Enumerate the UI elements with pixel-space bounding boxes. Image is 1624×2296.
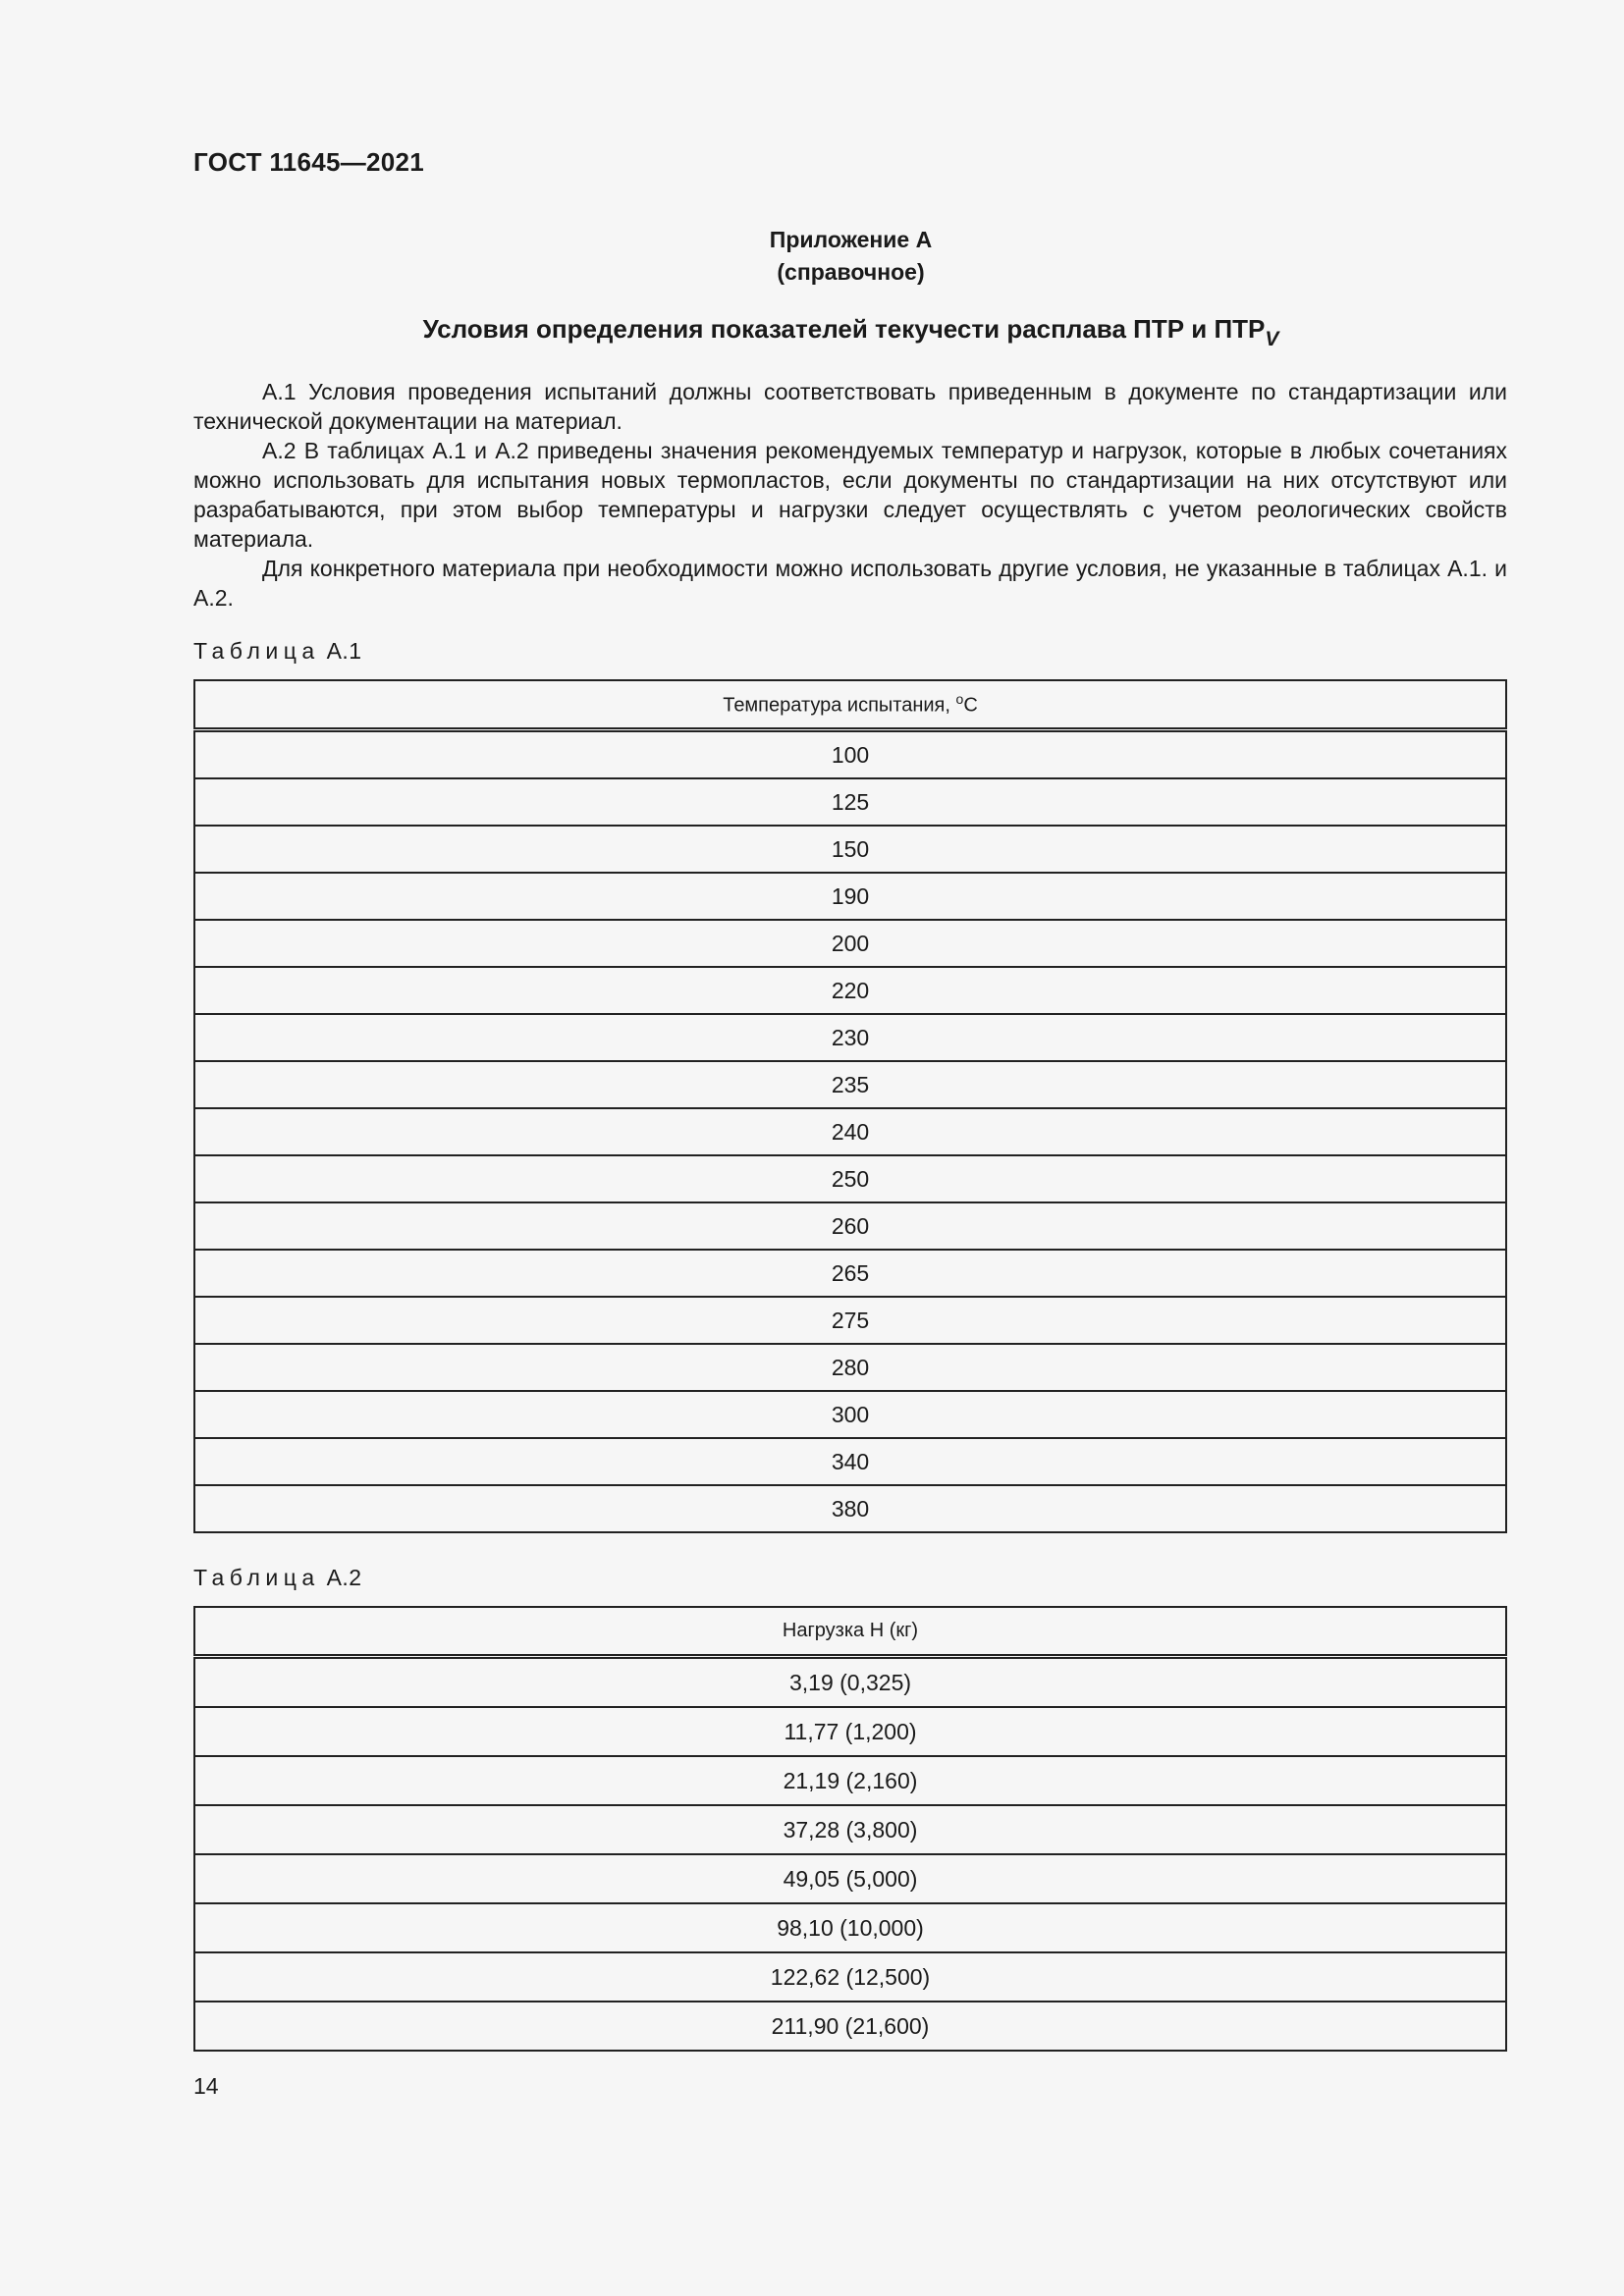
table-cell: 380 — [194, 1485, 1506, 1532]
table-cell: 211,90 (21,600) — [194, 2002, 1506, 2051]
section-title-subscript: V — [1265, 328, 1279, 350]
table-row — [194, 1805, 1506, 1854]
table-cell: 300 — [194, 1391, 1506, 1438]
table-row — [194, 1202, 1506, 1250]
table-a1-caption-number: А.1 — [326, 638, 362, 664]
section-title-text: Условия определения показателей текучести расплава ПТР и ПТР — [422, 314, 1266, 344]
annex-title: Приложение А — [769, 227, 933, 252]
table-a2-caption-word: Таблица — [193, 1565, 320, 1590]
table-a1-caption-word: Таблица — [193, 638, 320, 664]
page-number: 14 — [193, 2073, 219, 2099]
table-cell: 150 — [194, 826, 1506, 873]
table-a2-caption — [193, 1565, 362, 1591]
table-a2-body — [194, 1657, 1506, 2052]
annex-heading — [0, 224, 1624, 289]
table-cell: 275 — [194, 1297, 1506, 1344]
table-row — [194, 1061, 1506, 1108]
table-a2 — [193, 1606, 1507, 2052]
table-row — [194, 778, 1506, 826]
table-cell: 98,10 (10,000) — [194, 1903, 1506, 1952]
table-row — [194, 730, 1506, 779]
table-row — [194, 1485, 1506, 1532]
table-row — [194, 1903, 1506, 1952]
table-cell: 235 — [194, 1061, 1506, 1108]
table-cell: 200 — [194, 920, 1506, 967]
paragraph-a2: А.2 В таблицах А.1 и А.2 приведены значения рекомендуемых температур и нагрузок, которые в любых сочетаниях можно использовать для испытания новых термопластов, если документы по стандартизации на них отсутствуют или разрабатываются, при этом выбор температуры и нагрузки следует осуществлять с учетом реологических свойств материала. — [193, 438, 1507, 552]
table-row — [194, 873, 1506, 920]
table-row — [194, 2002, 1506, 2051]
table-row — [194, 1438, 1506, 1485]
table-row — [194, 1344, 1506, 1391]
table-a1-header — [194, 680, 1506, 730]
table-row — [194, 1952, 1506, 2002]
table-row — [194, 1014, 1506, 1061]
table-row — [194, 920, 1506, 967]
table-cell: 100 — [194, 730, 1506, 779]
table-cell: 3,19 (0,325) — [194, 1657, 1506, 1708]
table-cell: 260 — [194, 1202, 1506, 1250]
section-title — [0, 314, 1624, 351]
table-row — [194, 1391, 1506, 1438]
table-row — [194, 1657, 1506, 1708]
table-cell: 250 — [194, 1155, 1506, 1202]
table-cell: 122,62 (12,500) — [194, 1952, 1506, 2002]
table-a1-header-text: Температура испытания, — [723, 694, 956, 717]
paragraph-a1: А.1 Условия проведения испытаний должны соответствовать приведенным в документе по стандартизации или технической документации на материал. — [193, 379, 1507, 434]
table-a1-body — [194, 730, 1506, 1533]
table-row — [194, 826, 1506, 873]
table-row — [194, 967, 1506, 1014]
table-cell: 49,05 (5,000) — [194, 1854, 1506, 1903]
table-cell: 21,19 (2,160) — [194, 1756, 1506, 1805]
table-cell: 280 — [194, 1344, 1506, 1391]
table-a1 — [193, 679, 1507, 1533]
table-a2-header: Нагрузка Н (кг) — [194, 1607, 1506, 1657]
table-a2-caption-number: А.2 — [326, 1565, 362, 1590]
paragraph-other-conditions: Для конкретного материала при необходимости можно использовать другие условия, не указанные в таблицах А.1. и А.2. — [193, 556, 1507, 611]
table-a1-caption — [193, 638, 362, 665]
table-cell: 190 — [194, 873, 1506, 920]
table-row — [194, 1155, 1506, 1202]
body-text — [193, 377, 1507, 613]
table-row — [194, 1297, 1506, 1344]
table-a1-header-degree: о — [955, 691, 964, 708]
table-cell: 125 — [194, 778, 1506, 826]
table-row — [194, 1756, 1506, 1805]
document-code: ГОСТ 11645—2021 — [193, 147, 425, 177]
annex-subtitle: (справочное) — [777, 259, 925, 285]
table-cell: 37,28 (3,800) — [194, 1805, 1506, 1854]
table-a1-header-unit: С — [963, 694, 978, 717]
table-cell: 265 — [194, 1250, 1506, 1297]
table-row — [194, 1707, 1506, 1756]
table-row — [194, 1854, 1506, 1903]
table-cell: 220 — [194, 967, 1506, 1014]
table-cell: 11,77 (1,200) — [194, 1707, 1506, 1756]
table-cell: 230 — [194, 1014, 1506, 1061]
table-cell: 340 — [194, 1438, 1506, 1485]
table-row — [194, 1250, 1506, 1297]
table-cell: 240 — [194, 1108, 1506, 1155]
table-row — [194, 1108, 1506, 1155]
